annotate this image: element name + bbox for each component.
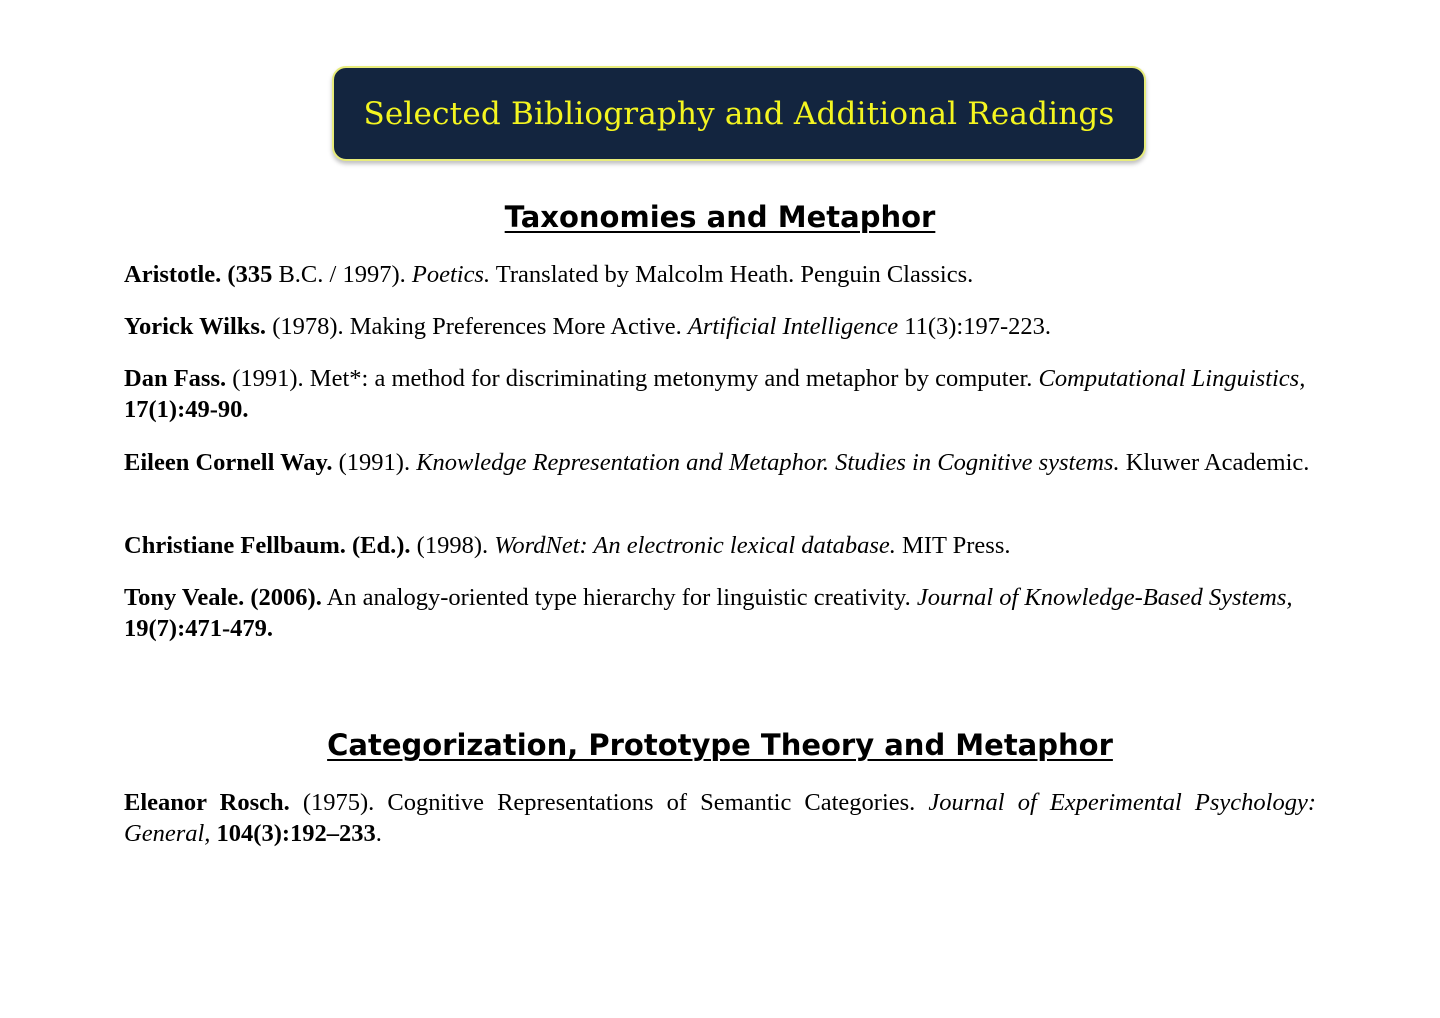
bibliography-banner xyxy=(332,66,1146,161)
entry-title: Journal of Experimental Psychology: General, xyxy=(124,789,1316,847)
entry-ref: 104(3):192–233 xyxy=(216,820,376,847)
entry-author: Christiane Fellbaum. (Ed.). xyxy=(124,532,411,559)
entry-title: Knowledge Representation and Metaphor. Studies in Cognitive systems. xyxy=(416,449,1120,476)
entry-title: WordNet: An electronic lexical database. xyxy=(494,532,896,559)
bib-entry-way xyxy=(124,447,1316,478)
entry-author: Aristotle. (335 xyxy=(124,261,273,288)
banner-title: Selected Bibliography and Additional Readings xyxy=(363,95,1115,132)
bib-entry-fass xyxy=(124,363,1316,425)
entry-mid: (1978). Making Preferences More Active. xyxy=(266,313,688,340)
entry-author: Tony Veale. (2006). xyxy=(124,584,322,611)
entry-title: Journal of Knowledge-Based Systems, xyxy=(916,584,1293,611)
bib-entry-veale xyxy=(124,582,1316,644)
entry-tail: 11(3):197-223. xyxy=(898,313,1051,340)
entry-author: Eileen Cornell Way. xyxy=(124,449,333,476)
entry-ref: 19(7):471-479. xyxy=(124,615,274,642)
entry-mid: (1991). xyxy=(332,449,417,476)
entry-author: Yorick Wilks. xyxy=(124,313,267,340)
entry-title: Computational Linguistics, xyxy=(1038,365,1306,392)
entry-mid: An analogy-oriented type hierarchy for linguistic creativity. xyxy=(321,584,917,611)
entry-tail: Kluwer Academic. xyxy=(1119,449,1310,476)
entry-mid: (1998). xyxy=(410,532,495,559)
entry-end: . xyxy=(375,820,382,847)
entry-author: Eleanor Rosch. xyxy=(124,789,290,816)
entry-mid: (1991). Met*: a method for discriminating metonymy and metaphor by computer. xyxy=(226,365,1039,392)
entry-ref: 17(1):49-90. xyxy=(124,396,249,423)
bib-entry-fellbaum xyxy=(124,530,1316,561)
section-heading-categorization: Categorization, Prototype Theory and Metaphor xyxy=(327,728,1113,762)
entry-tail: Translated by Malcolm Heath. Penguin Classics. xyxy=(490,261,974,288)
bib-entry-wilks xyxy=(124,311,1316,342)
section-heading-taxonomies: Taxonomies and Metaphor xyxy=(504,200,936,234)
entry-mid: (1975). Cognitive Representations of Semantic Categories. xyxy=(289,789,929,816)
bib-entry-aristotle xyxy=(124,259,1316,290)
entry-tail: MIT Press. xyxy=(895,532,1011,559)
entry-title: Artificial Intelligence xyxy=(687,313,899,340)
entry-author: Dan Fass. xyxy=(124,365,227,392)
entry-mid: B.C. / 1997). xyxy=(272,261,412,288)
bib-entry-rosch xyxy=(124,787,1316,849)
entry-title: Poetics. xyxy=(411,261,491,288)
